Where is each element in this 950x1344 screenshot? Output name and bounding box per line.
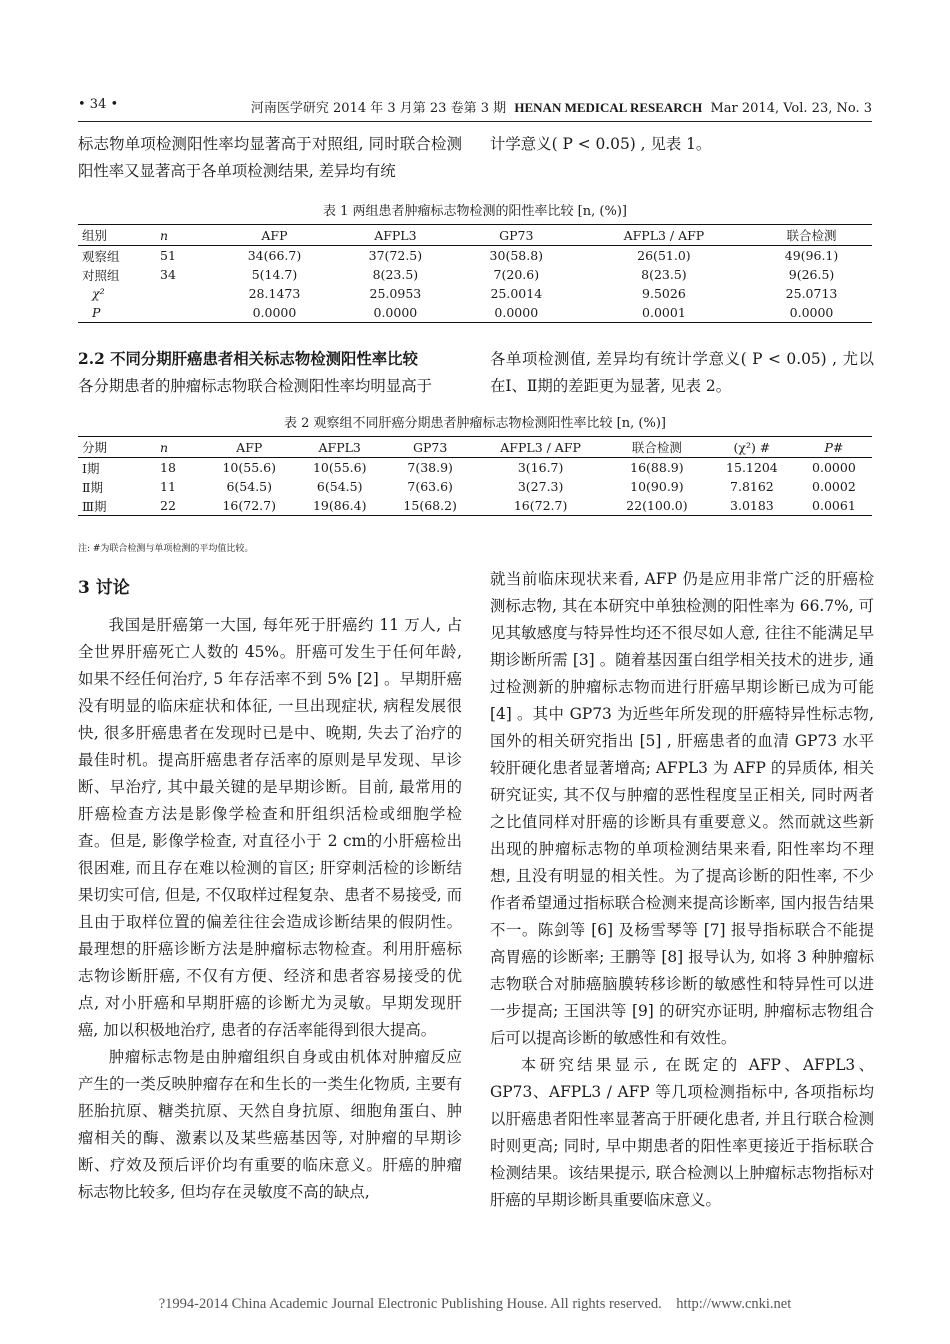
page-number: • 34 •	[78, 97, 119, 112]
table-cell: 51	[160, 248, 176, 263]
section-heading-3: 3 讨论	[78, 578, 130, 598]
table-row	[78, 458, 872, 478]
table-cell: 0.0000	[335, 303, 456, 323]
header-rule	[78, 121, 872, 122]
table-cell: 0.0000	[214, 303, 335, 323]
table-cell: 5(14.7)	[251, 267, 298, 282]
issue-en: Mar 2014, Vol. 23, No. 3	[710, 101, 872, 116]
table-cell: 3.0183	[708, 496, 796, 516]
table2-header: GP73	[385, 437, 475, 458]
table1-header: GP73	[456, 225, 577, 246]
table-cell: 对照组	[82, 267, 120, 283]
table1-header: 组别	[78, 225, 156, 246]
table2-header: 分期	[78, 437, 156, 458]
table1-header: AFP	[214, 225, 335, 246]
table-cell: 8(23.5)	[372, 267, 419, 282]
copyright-footer: ?1994-2014 China Academic Journal Electronic Publishing House. All rights reserved. http://www.cnki.net	[158, 1296, 792, 1312]
discussion-paragraph: 我国是肝癌第一大国, 每年死于肝癌约 11 万人, 占全世界肝癌死亡人数的 45%。肝癌可发生于任何年龄, 如果不经任何治疗, 5 年存活率不到 5% [2] 。早期肝癌没有明显的临床症状和体征, 一旦出现症状, 病程发展很快, 很多肝癌患者在发现时已是中、晚期, 失去了治疗的最佳时机。提高肝癌患者存活率的原则是早发现、早诊断、早治疗, 其中最关键的是早期诊断。目前, 最常用的肝癌检查方法是影像学检查和肝组织活检或细胞学检查。但是, 影像学检查, 对直径小于 2 cm的小肝癌检出很困难, 而且存在难以检测的盲区; 肝穿刺活检的诊断结果切实可信, 但是, 不仅取样过程复杂、患者不易接受, 而且由于取样位置的偏差往往会造成诊断结果的假阴性。最理想的肝癌诊断方法是肿瘤标志物检查。利用肝癌标志物诊断肝癌, 不仅有方便、经济和患者容易接受的优点, 对小肝癌和早期肝癌的诊断尤为灵敏。早期发现肝癌, 加以积极地治疗, 患者的存活率能得到很大提高。	[78, 616, 462, 1039]
table-cell: 34	[160, 267, 176, 282]
table-cell: 16(88.9)	[630, 460, 684, 475]
table-cell: 6(54.5)	[316, 479, 363, 494]
table1-header: 联合检测	[751, 225, 872, 246]
table-cell: 25.0713	[785, 286, 838, 301]
sec22-left-paragraph: 各分期患者的肿瘤标志物联合检测阳性率均明显高于	[78, 377, 432, 395]
discussion-paragraph: 本研究结果显示, 在既定的 AFP、AFPL3、GP73、AFPL3 / AFP 等几项检测指标中, 各项指标均以肝癌患者阳性率显著高于肝硬化患者, 并且行联合检测时则更高; 同时, 早中期患者的阳性率更接近于指标联合检测结果。该结果提示, 联合检测以上肿瘤标志物指标对肝癌的早期诊断具重要临床意义。	[490, 1056, 874, 1209]
running-header	[78, 95, 872, 119]
section-heading-2-2: 2.2 不同分期肝癌患者相关标志物检测阳性率比较	[78, 350, 418, 368]
table2	[78, 436, 872, 516]
table1-header: AFPL3	[335, 225, 456, 246]
table2-note: 注: #为联合检测与单项检测的平均值比较。	[78, 544, 254, 554]
table-cell: 15(68.2)	[385, 496, 475, 516]
table1-header-row	[78, 225, 872, 246]
table-cell: 11	[160, 479, 176, 494]
journal-info	[251, 97, 872, 116]
table-cell: Ⅲ期	[78, 496, 156, 516]
table-cell: 16(72.7)	[204, 496, 294, 516]
table-cell: 22(100.0)	[606, 496, 708, 516]
table-cell: 7(20.6)	[493, 267, 540, 282]
table-row	[78, 303, 872, 323]
table-cell: 30(58.8)	[489, 248, 544, 263]
table-cell: 0.0001	[577, 303, 751, 323]
journal-name-cn: 河南医学研究 2014 年 3 月第 23 卷第 3 期	[250, 101, 507, 116]
table-cell: 0.0061	[796, 496, 872, 516]
table2-header: 联合检测	[606, 437, 708, 458]
table-cell: 37(72.5)	[368, 248, 423, 263]
table-cell: 9(26.5)	[788, 267, 835, 282]
table-cell: 26(51.0)	[637, 248, 691, 263]
table-cell: 8(23.5)	[641, 267, 687, 282]
table-cell: 10(55.6)	[222, 460, 276, 475]
table2-header: AFPL3 / AFP	[475, 437, 605, 458]
discussion-paragraph: 肿瘤标志物是由肿瘤组织自身或由机体对肿瘤反应产生的一类反映肿瘤存在和生长的一类生化物质, 主要有胚胎抗原、糖类抗原、天然自身抗原、细胞角蛋白、肿瘤相关的酶、激素以及某些癌基因等, 对肿瘤的早期诊断、疗效及预后评价均有重要的临床意义。肝癌的肿瘤标志物比较多, 但均存在灵敏度不高的缺点,	[78, 1048, 462, 1201]
table2-header-row	[78, 437, 872, 458]
top-right-column	[490, 131, 874, 158]
table-cell: 3(27.3)	[517, 479, 564, 494]
sec22-right-column	[490, 346, 874, 400]
table-cell: 7(63.6)	[407, 479, 453, 494]
top-left-column	[78, 131, 462, 185]
table-cell: Ⅱ期	[82, 479, 103, 495]
table-cell: 22	[156, 496, 204, 516]
table1-header: AFPL3 / AFP	[577, 225, 751, 246]
table-cell: 9.5026	[642, 286, 686, 301]
table-row	[78, 246, 872, 266]
table1-header: n	[156, 225, 214, 246]
table-cell: χ²	[92, 286, 105, 301]
table-cell: 0.0000	[456, 303, 577, 323]
top-right-paragraph: 计学意义( P < 0.05) , 见表 1。	[490, 135, 712, 153]
table2-caption: 表 2 观察组不同肝癌分期患者肿瘤标志物检测阳性率比较 [n, (%)]	[284, 416, 666, 431]
table-row	[78, 265, 872, 284]
journal-name-en: HENAN MEDICAL RESEARCH	[514, 100, 703, 115]
table-cell: 25.0014	[490, 286, 543, 301]
table-cell: P	[78, 303, 156, 323]
table-cell	[156, 284, 214, 303]
table-cell: 7.8162	[730, 479, 774, 494]
table-cell: 0.0000	[812, 460, 856, 475]
table-row	[78, 477, 872, 496]
table-cell: 25.0953	[369, 286, 422, 301]
table-cell: 18	[160, 460, 176, 475]
sec22-left-column	[78, 346, 462, 400]
table2-header: n	[156, 437, 204, 458]
discussion-left-column	[78, 575, 462, 1206]
table-row	[78, 284, 872, 303]
table-cell: 0.0000	[751, 303, 872, 323]
table-cell: 16(72.7)	[475, 496, 605, 516]
table-cell: 19(86.4)	[294, 496, 384, 516]
table1-caption: 表 1 两组患者肿瘤标志物检测的阳性率比较 [n, (%)]	[323, 204, 627, 219]
table-cell: 49(96.1)	[784, 248, 839, 263]
table-cell: 7(38.9)	[407, 460, 453, 475]
table-cell: 3(16.7)	[517, 460, 564, 475]
table1	[78, 224, 872, 323]
table-cell: 观察组	[82, 248, 120, 264]
table-cell: 6(54.5)	[226, 479, 272, 494]
discussion-right-column	[490, 566, 874, 1214]
table-cell: 10(55.6)	[312, 460, 367, 475]
table-cell: 0.0002	[812, 479, 856, 494]
discussion-paragraph: 就当前临床现状来看, AFP 仍是应用非常广泛的肝癌检测标志物, 其在本研究中单独检测的阳性率为 66.7%, 可见其敏感度与特异性均还不很尽如人意, 往往不能满足早期诊断所需 [3] 。随着基因蛋白组学相关技术的进步, 通过检测新的肿瘤标志物而进行肝癌早期诊断已成为可能 [4] 。其中 GP73 为近些年所发现的肝癌特异性标志物, 国外的相关研究指出 [5] , 肝癌患者的血清 GP73 水平较肝硬化患者显著增高; AFPL3 为 AFP 的异质体, 相关研究证实, 其不仅与肿瘤的恶性程度呈正相关, 同时两者之比值同样对肝癌的诊断具有重要意义。然而就这些新出现的肿瘤标志物的单项检测结果来看, 阳性率均不理想, 且没有明显的相关性。为了提高诊断的阳性率, 不少作者希望通过指标联合检测来提高诊断率, 国内报告结果不一。陈剑等 [6] 及杨雪琴等 [7] 报导指标联合不能提高胃癌的诊断率; 王鹏等 [8] 报导认为, 如将 3 种肿瘤标志物联合对肺癌脑膜转移诊断的敏感性和特异性可以进一步提高; 王国洪等 [9] 的研究亦证明, 肿瘤标志物组合后可以提高诊断的敏感性和有效性。	[490, 570, 874, 1047]
top-left-paragraph: 标志物单项检测阳性率均显著高于对照组, 同时联合检测阳性率又显著高于各单项检测结果, 差异均有统	[78, 135, 462, 180]
table-cell: Ⅰ期	[82, 460, 100, 476]
table-cell	[156, 303, 214, 323]
table2-header: (χ²) #	[708, 437, 796, 458]
table-cell: 15.1204	[726, 460, 778, 475]
table-cell: 34(66.7)	[247, 248, 302, 263]
sec22-right-paragraph: 各单项检测值, 差异均有统计学意义( P < 0.05) , 尤以在Ⅰ、Ⅱ期的差距更为显著, 见表 2。	[490, 350, 874, 395]
table2-header: AFP	[204, 437, 294, 458]
table-cell: 10(90.9)	[630, 479, 684, 494]
table2-header: P#	[796, 437, 872, 458]
table-row	[78, 496, 872, 516]
table-cell: 28.1473	[248, 286, 301, 301]
table2-header: AFPL3	[294, 437, 384, 458]
